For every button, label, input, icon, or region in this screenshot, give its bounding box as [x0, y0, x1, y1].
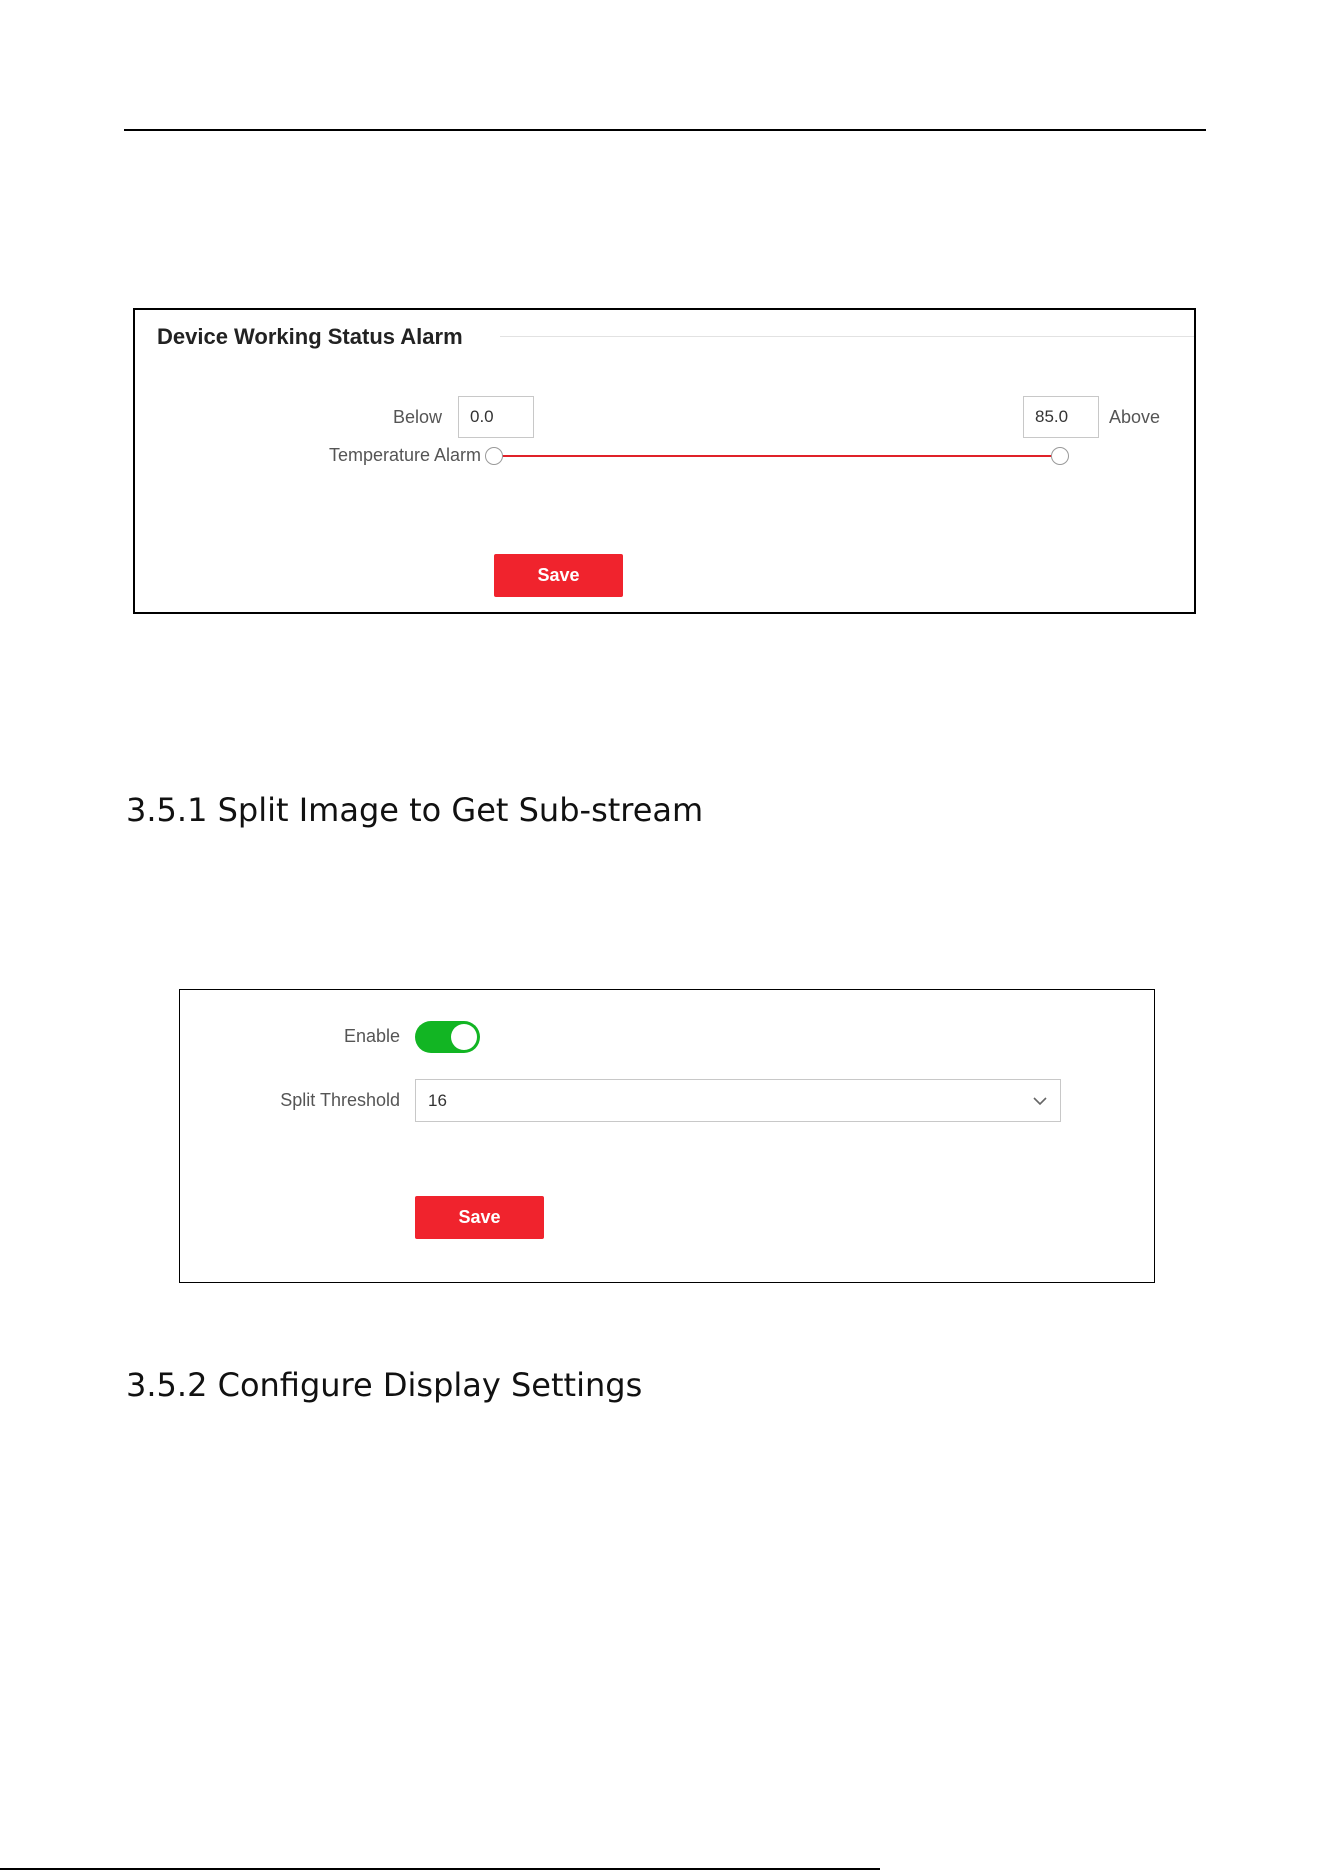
toggle-knob	[451, 1024, 477, 1050]
split-threshold-select[interactable]	[415, 1079, 1061, 1122]
below-threshold-input[interactable]: 0.0	[458, 396, 534, 438]
save-button[interactable]: Save	[415, 1196, 544, 1239]
split-threshold-value: 16	[428, 1091, 447, 1110]
upper-slider-handle[interactable]	[1051, 447, 1069, 465]
section-heading-split-image: 3.5.1 Split Image to Get Sub-stream	[126, 791, 704, 829]
temperature-slider-track[interactable]	[495, 455, 1062, 457]
save-button[interactable]: Save	[494, 554, 623, 597]
temperature-alarm-label: Temperature Alarm	[328, 445, 481, 465]
alarm-settings-panel	[133, 308, 1196, 614]
above-threshold-input[interactable]: 85.0	[1023, 396, 1099, 438]
chevron-down-icon	[1032, 1093, 1048, 1109]
title-divider	[500, 336, 1194, 337]
enable-label: Enable	[343, 1026, 400, 1046]
footer-rule	[0, 1868, 880, 1870]
below-label: Below	[392, 407, 442, 427]
enable-toggle[interactable]	[415, 1021, 480, 1053]
split-image-panel	[179, 989, 1155, 1283]
panel-title: Device Working Status Alarm	[157, 324, 463, 349]
split-threshold-label: Split Threshold	[280, 1090, 400, 1110]
above-label: Above	[1109, 407, 1161, 427]
lower-slider-handle[interactable]	[485, 447, 503, 465]
header-rule	[124, 129, 1206, 131]
section-heading-display-settings: 3.5.2 Configure Display Settings	[126, 1366, 643, 1404]
